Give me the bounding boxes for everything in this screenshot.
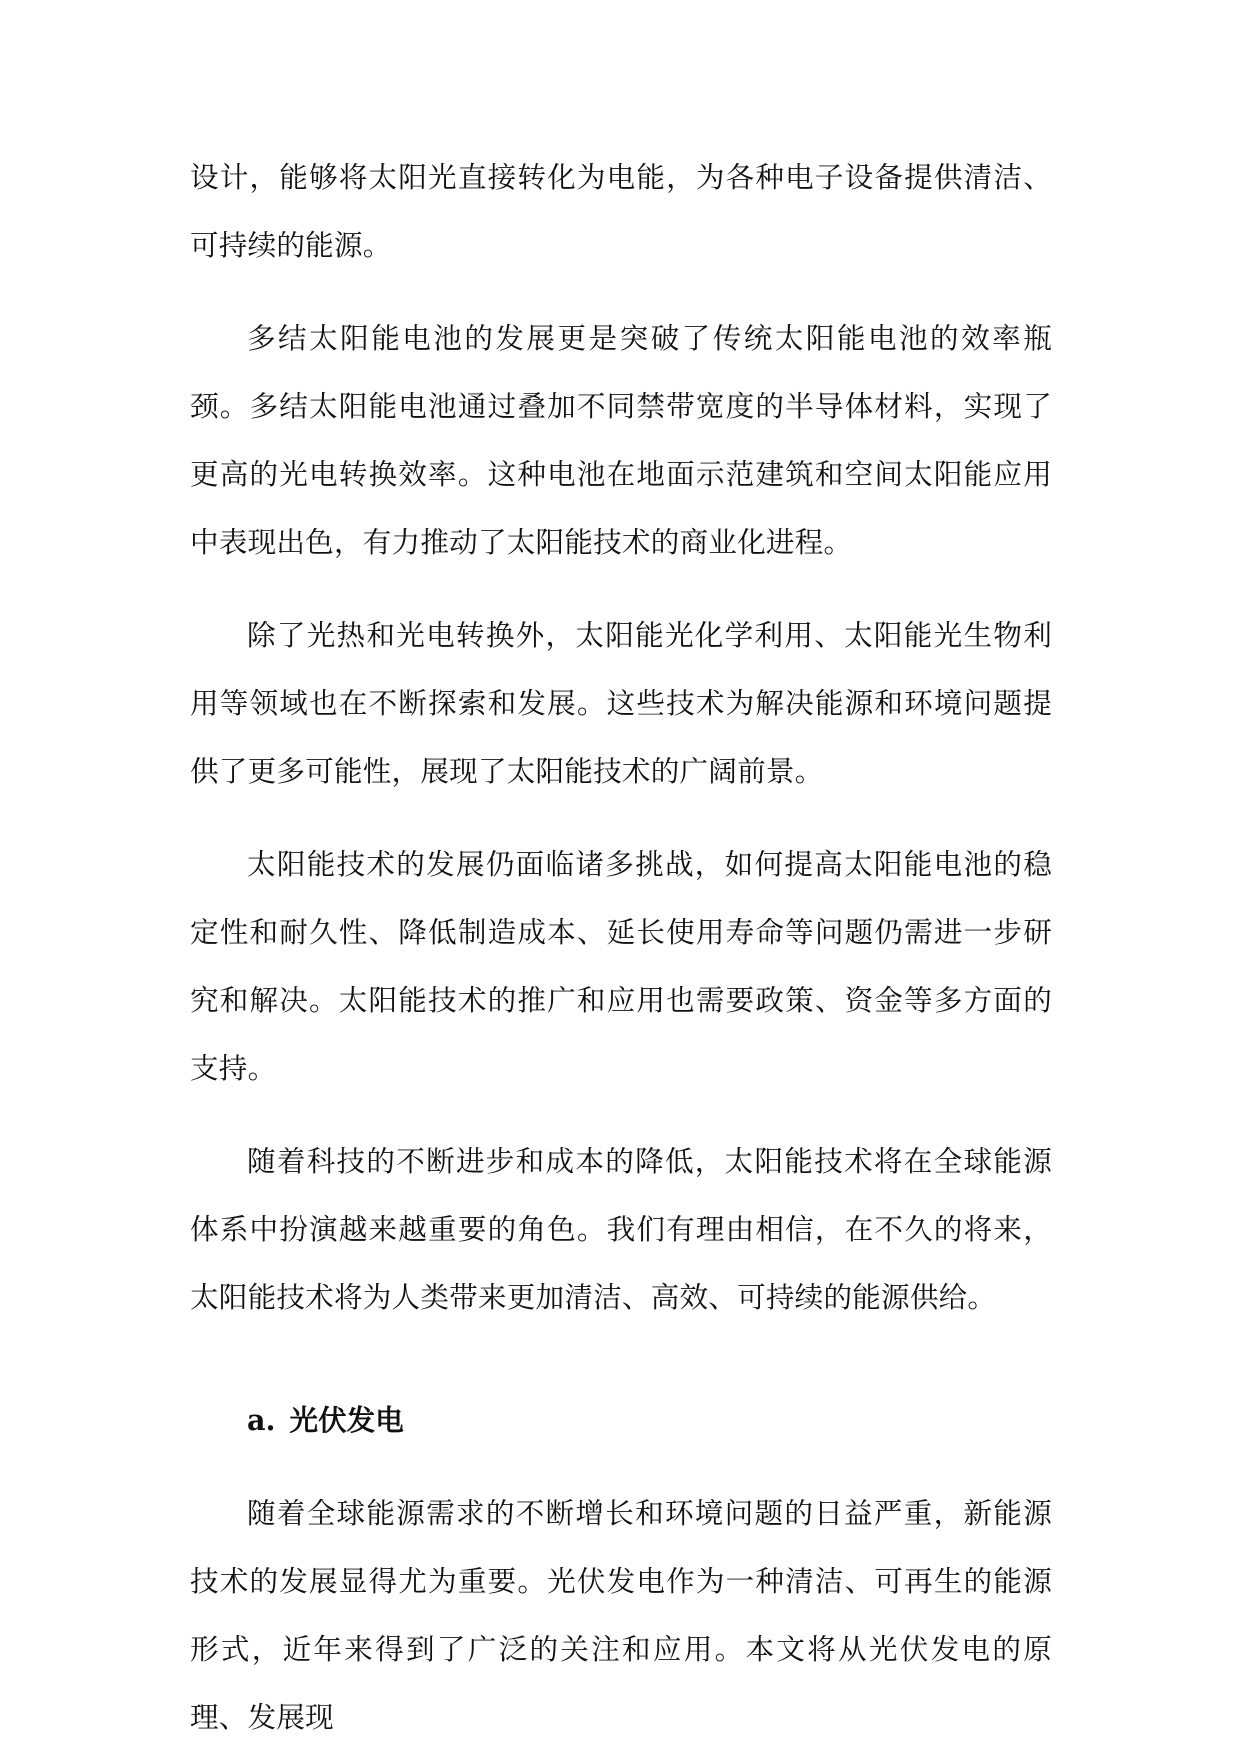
- paragraph-1: 设计，能够将太阳光直接转化为电能，为各种电子设备提供清洁、可持续的能源。: [190, 160, 1052, 262]
- section-heading-label: a.: [247, 1403, 276, 1437]
- paragraph-3: 除了光热和光电转换外，太阳能光化学利用、太阳能光生物利用等领域也在不断探索和发展。这些技术为解决能源和环境问题提供了更多可能性，展现了太阳能技术的广阔前景。: [190, 618, 1052, 788]
- paragraph-4: 太阳能技术的发展仍面临诸多挑战，如何提高太阳能电池的稳定性和耐久性、降低制造成本、延长使用寿命等问题仍需进一步研究和解决。太阳能技术的推广和应用也需要政策、资金等多方面的支持。: [190, 847, 1052, 1085]
- document-page: [190, 143, 1052, 1751]
- section-heading-title: 光伏发电: [289, 1403, 404, 1437]
- paragraph-2: 多结太阳能电池的发展更是突破了传统太阳能电池的效率瓶颈。多结太阳能电池通过叠加不同禁带宽度的半导体材料，实现了更高的光电转换效率。这种电池在地面示范建筑和空间太阳能应用中表现出色，有力推动了太阳能技术的商业化进程。: [190, 321, 1052, 559]
- section-heading: [190, 1386, 1052, 1454]
- paragraph-6: 随着全球能源需求的不断增长和环境问题的日益严重，新能源技术的发展显得尤为重要。光伏发电作为一种清洁、可再生的能源形式，近年来得到了广泛的关注和应用。本文将从光伏发电的原理、发展现: [190, 1496, 1052, 1734]
- paragraph-5: 随着科技的不断进步和成本的降低，太阳能技术将在全球能源体系中扮演越来越重要的角色。我们有理由相信，在不久的将来，太阳能技术将为人类带来更加清洁、高效、可持续的能源供给。: [190, 1144, 1052, 1314]
